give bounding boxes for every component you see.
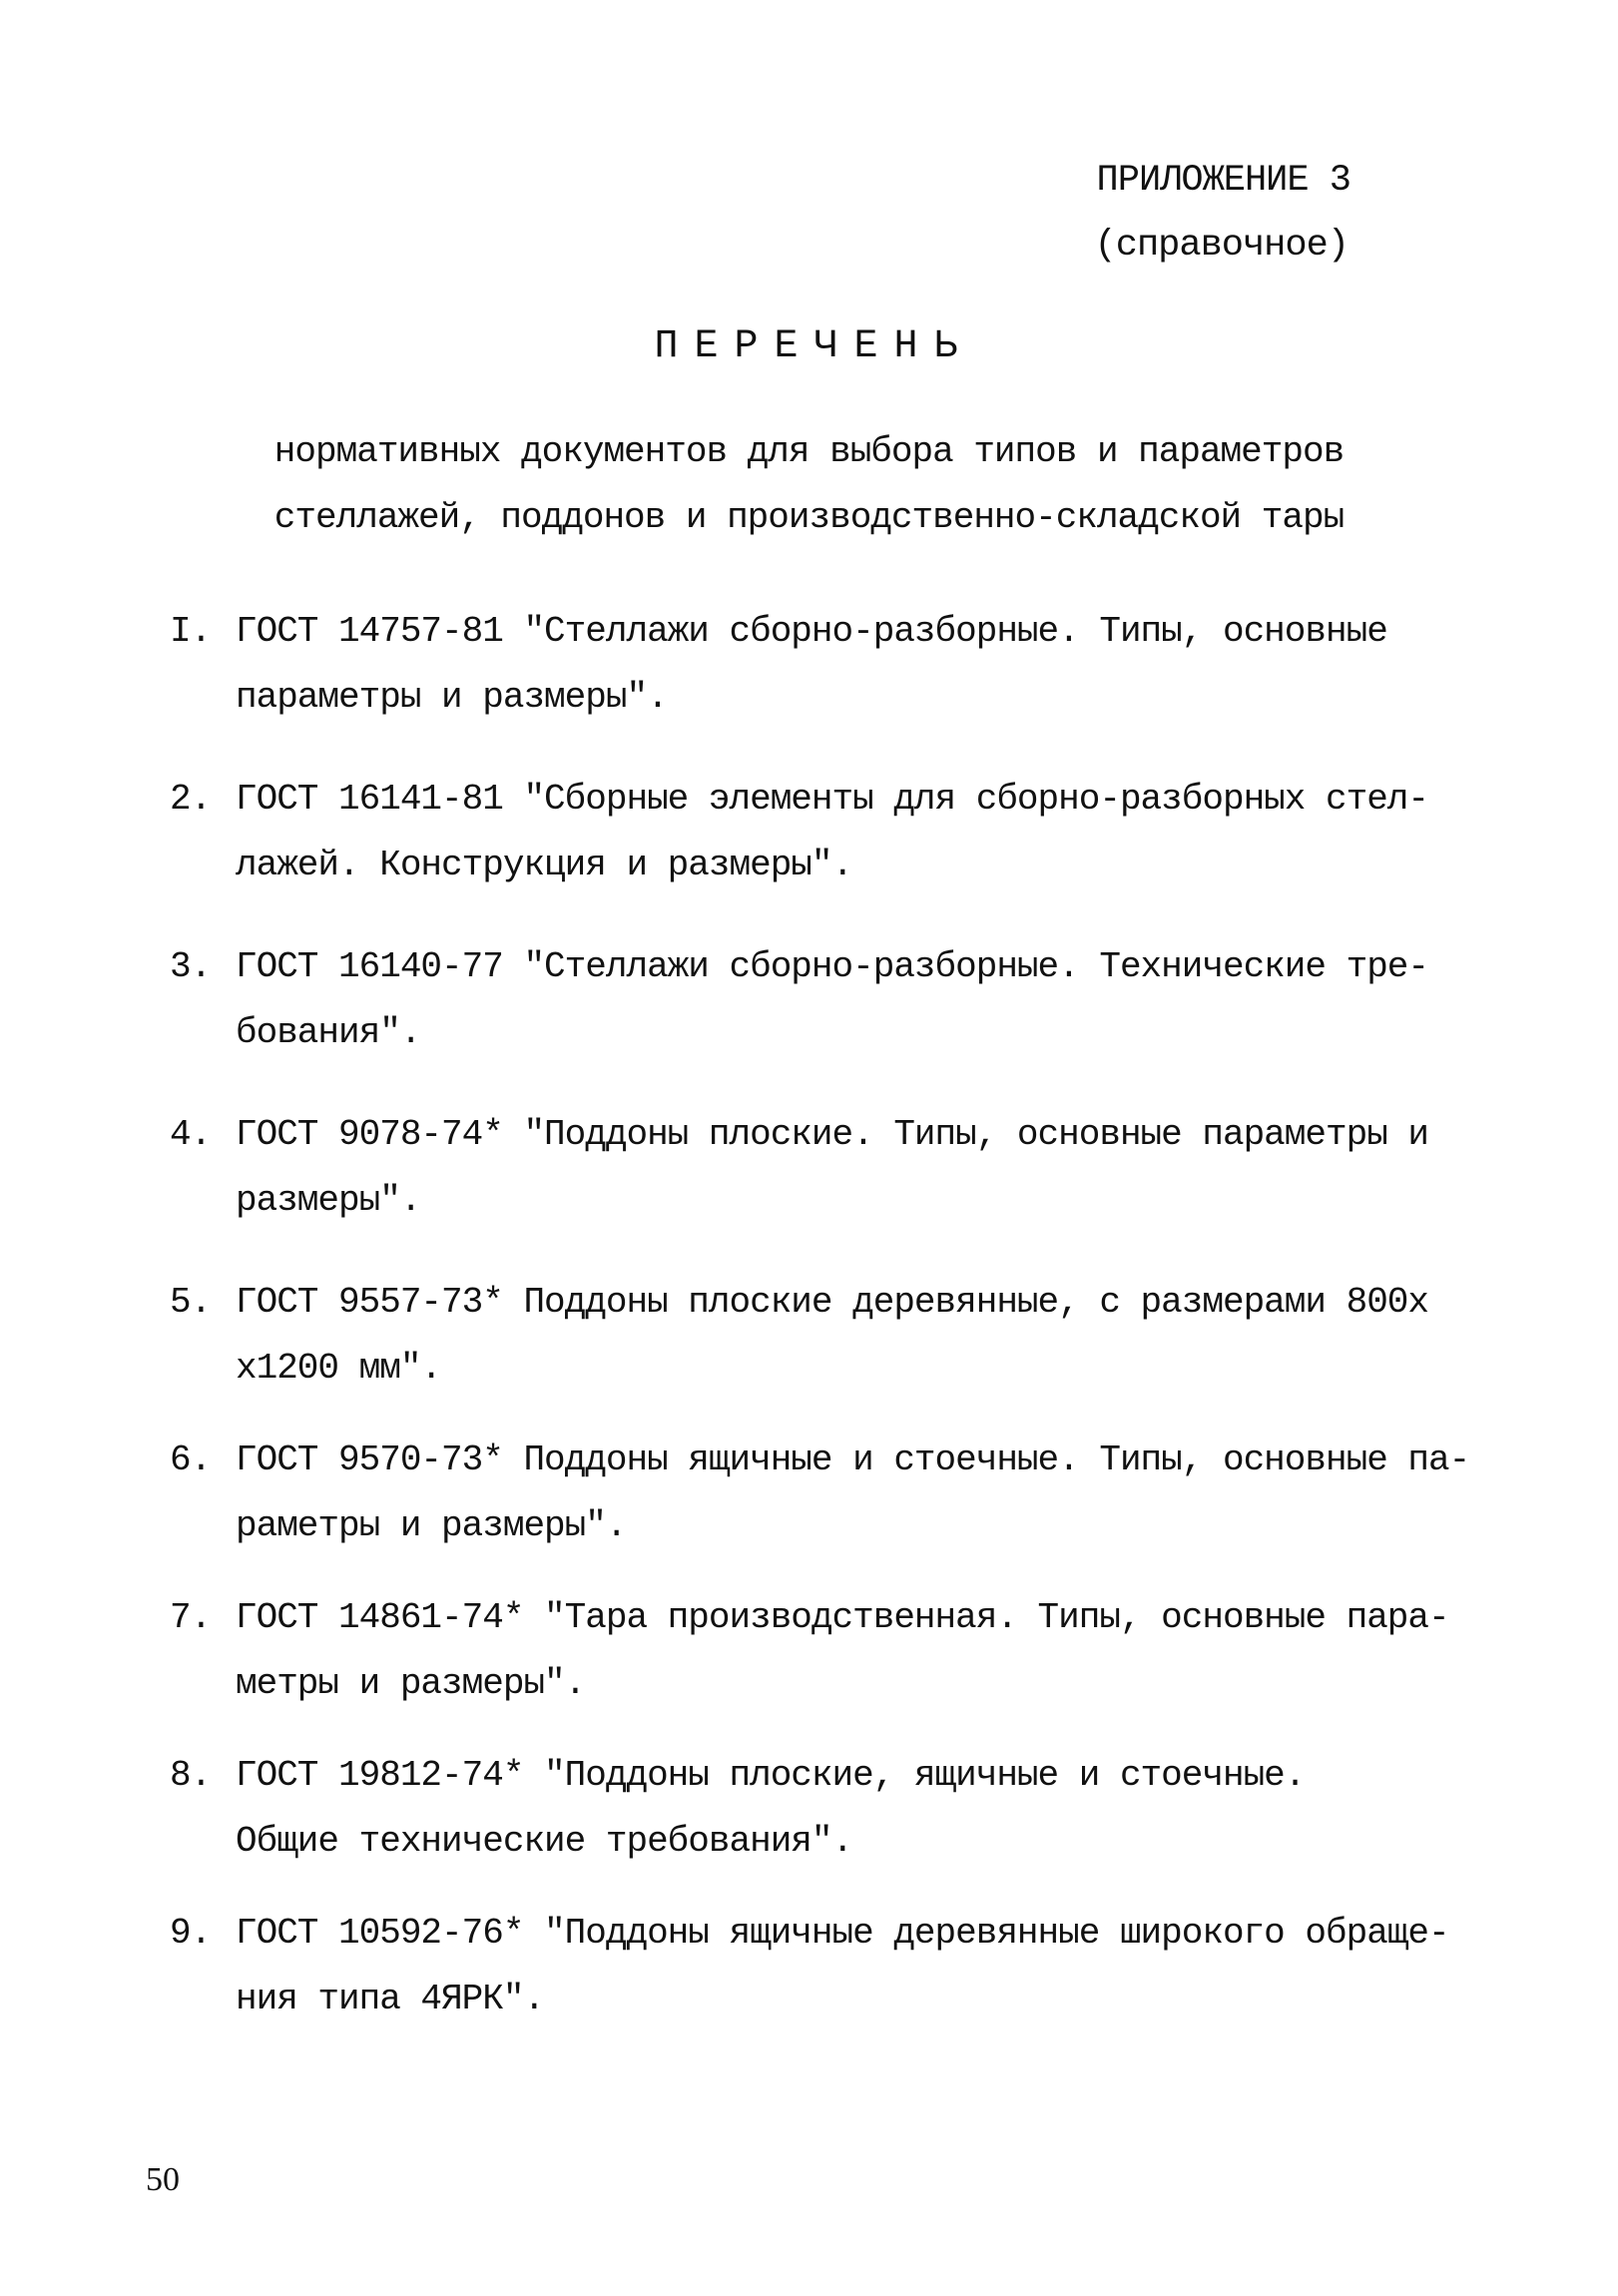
item-line: ГОСТ 10592-76* "Поддоны ящичные деревянные широкого обраще-	[236, 1913, 1449, 1954]
list-item	[170, 1102, 1457, 1234]
item-number: I.	[170, 611, 212, 652]
item-number: 5.	[170, 1282, 212, 1323]
item-line: ГОСТ 16141-81 "Сборные элементы для сборно-разборных стел-	[236, 779, 1429, 820]
list-item	[170, 767, 1457, 898]
item-line: Общие технические требования".	[236, 1821, 853, 1862]
item-text	[236, 1585, 1457, 1717]
list-item	[170, 1585, 1457, 1717]
item-number: 4.	[170, 1114, 212, 1155]
normative-documents-list	[170, 599, 1470, 2058]
list-item	[170, 1428, 1470, 1559]
item-number: 6.	[170, 1439, 212, 1480]
subtitle-line: стеллажей, поддонов и производственно-складской тары	[273, 497, 1345, 538]
item-line: ГОСТ 9557-73* Поддоны плоские деревянные, с размерами 800х	[236, 1282, 1429, 1323]
item-line: размеры".	[236, 1180, 421, 1221]
item-text	[236, 1270, 1457, 1402]
item-line: х1200 мм".	[236, 1348, 442, 1389]
item-text	[236, 767, 1457, 898]
item-text	[236, 1743, 1457, 1875]
item-line: бования".	[236, 1012, 421, 1053]
item-number: 7.	[170, 1597, 212, 1638]
item-line: ГОСТ 16140-77 "Стеллажи сборно-разборные. Технические тре-	[236, 946, 1429, 987]
item-line: ГОСТ 9570-73* Поддоны ящичные и стоечные. Типы, основные па-	[236, 1439, 1470, 1480]
item-text	[236, 1428, 1469, 1559]
subtitle-line: нормативных документов для выбора типов и параметров	[273, 431, 1345, 472]
list-item	[170, 599, 1457, 731]
item-line: ГОСТ 14861-74* "Тара производственная. Типы, основные пара-	[236, 1597, 1449, 1638]
item-line: ГОСТ 9078-74* "Поддоны плоские. Типы, основные параметры и	[236, 1114, 1429, 1155]
item-number: 3.	[170, 946, 212, 987]
document-title: ПЕРЕЧЕНЬ	[654, 324, 974, 369]
item-text	[236, 1102, 1457, 1234]
item-text	[236, 934, 1457, 1066]
item-line: лажей. Конструкция и размеры".	[236, 845, 853, 885]
item-line: ГОСТ 14757-81 "Стеллажи сборно-разборные. Типы, основные	[236, 611, 1387, 652]
page-number: 50	[146, 2161, 180, 2198]
item-line: метры и размеры".	[236, 1663, 586, 1704]
list-item	[170, 1270, 1457, 1402]
item-text	[236, 599, 1457, 731]
document-subtitle	[0, 419, 1618, 551]
item-line: параметры и размеры".	[236, 677, 668, 718]
item-number: 8.	[170, 1755, 212, 1796]
appendix-label: ПРИЛОЖЕНИЕ 3	[1096, 160, 1350, 202]
item-line: ния типа 4ЯРК".	[236, 1979, 545, 2019]
item-text	[236, 1901, 1457, 2032]
item-line: раметры и размеры".	[236, 1505, 627, 1546]
list-item	[170, 1743, 1457, 1875]
list-item	[170, 1901, 1457, 2032]
list-item	[170, 934, 1457, 1066]
item-number: 2.	[170, 779, 212, 820]
item-line: ГОСТ 19812-74* "Поддоны плоские, ящичные и стоечные.	[236, 1755, 1306, 1796]
appendix-type: (справочное)	[1094, 225, 1348, 267]
item-number: 9.	[170, 1913, 212, 1954]
